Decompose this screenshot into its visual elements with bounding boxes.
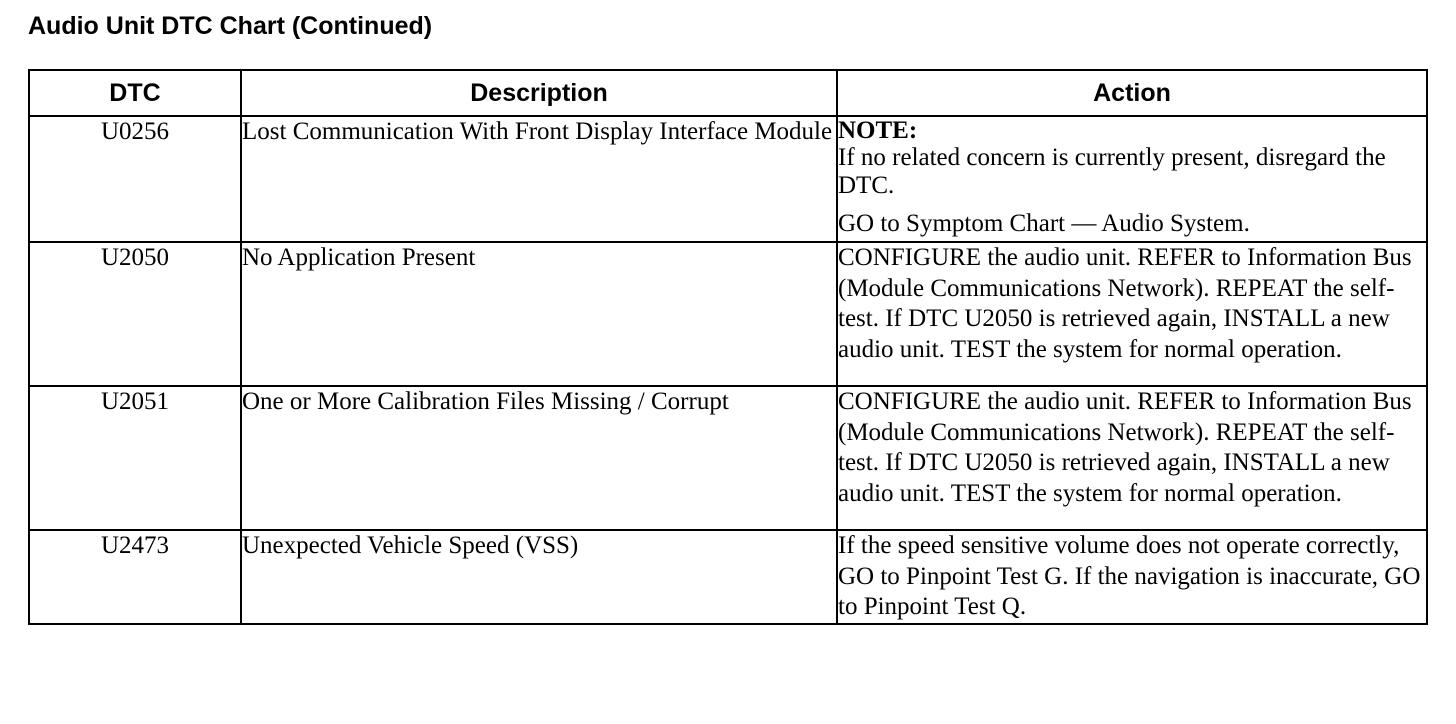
header-description: Description (241, 70, 837, 116)
dtc-code: U2051 (29, 386, 241, 530)
page-title: Audio Unit DTC Chart (Continued) (28, 12, 433, 40)
dtc-description: Lost Communication With Front Display Interface Module (241, 116, 837, 242)
dtc-action: CONFIGURE the audio unit. REFER to Information Bus (Module Communications Network). REPEAT the self-test. If DTC U2050 is retrieved again, INSTALL a new audio unit. TEST the system for normal operation. (837, 386, 1427, 530)
action-text: GO to Symptom Chart — Audio System. (838, 210, 1250, 237)
note-label: NOTE: (838, 117, 918, 144)
table-row (29, 386, 1427, 530)
dtc-description: No Application Present (241, 242, 837, 386)
dtc-code: U0256 (29, 116, 241, 242)
dtc-code: U2473 (29, 530, 241, 624)
table-header-row (29, 70, 1427, 116)
header-dtc: DTC (29, 70, 241, 116)
dtc-chart-table (28, 69, 1428, 625)
table-row (29, 116, 1427, 242)
dtc-description: Unexpected Vehicle Speed (VSS) (241, 530, 837, 624)
header-action: Action (837, 70, 1427, 116)
dtc-action: If the speed sensitive volume does not operate correctly, GO to Pinpoint Test G. If the navigation is inaccurate, GO to Pinpoint Test Q. (837, 530, 1427, 624)
dtc-action: CONFIGURE the audio unit. REFER to Information Bus (Module Communications Network). REPEAT the self-test. If DTC U2050 is retrieved again, INSTALL a new audio unit. TEST the system for normal operation. (837, 242, 1427, 386)
note-text: If no related concern is currently present, disregard the DTC. (838, 144, 1386, 199)
table-row (29, 530, 1427, 624)
table-row (29, 242, 1427, 386)
dtc-action (837, 116, 1427, 242)
dtc-code: U2050 (29, 242, 241, 386)
dtc-description: One or More Calibration Files Missing / Corrupt (241, 386, 837, 530)
